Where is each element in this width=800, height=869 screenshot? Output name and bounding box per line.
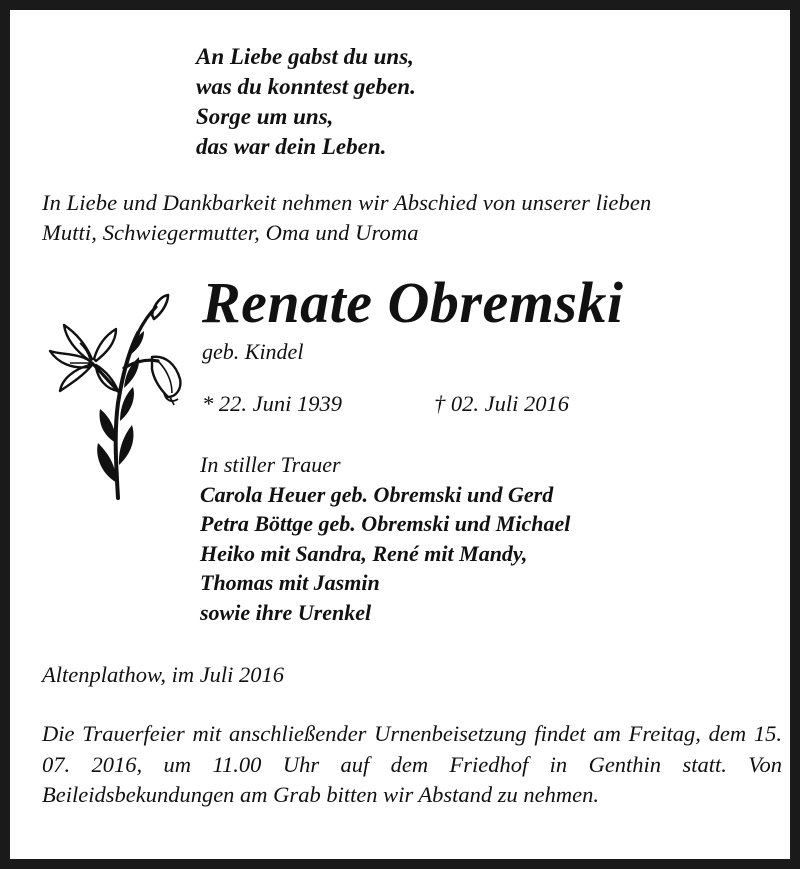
mourners-lead: In stiller Trauer [200,452,341,477]
maiden-name: geb. Kindel [202,339,304,364]
place-and-date: Altenplathow, im Juli 2016 [42,662,285,687]
poem-line: das war dein Leben. [196,134,387,159]
mourner-entry: sowie ihre Urenkel [200,599,372,625]
intro-line: Mutti, Schwiegermutter, Oma und Uroma [42,220,419,245]
poem-line: An Liebe gabst du uns, [196,44,414,69]
birth-date: * 22. Juni 1939 [202,391,342,416]
mourner-entry: Petra Böttge geb. Obremski und Michael [200,511,571,536]
funeral-notice: Die Trauerfeier mit anschließender Urnenbeisetzung findet am Freitag, dem 15. 07. 2016, um 11.00 Uhr auf dem Friedhof in Genthin statt. Von Beileidsbekundungen am Grab bitten wir Abstand zu nehmen. [42,721,782,807]
memorial-poem [196,42,416,162]
mourner-entry: Thomas mit Jasmin [200,570,380,595]
farewell-intro [42,188,782,248]
death-date: † 02. Juli 2016 [434,391,569,416]
lily-flower-icon [40,293,190,503]
mourner-entry: Carola Heuer geb. Obremski und Gerd [200,481,554,507]
poem-line: was du konntest geben. [196,74,416,99]
mourner-entry: Heiko mit Sandra, René mit Mandy, [200,540,528,566]
deceased-name: Renate Obremski [202,270,624,335]
poem-line: Sorge um uns, [196,104,334,129]
intro-line: In Liebe und Dankbarkeit nehmen wir Abschied von unserer lieben [42,190,652,215]
mourners-list [200,450,570,627]
